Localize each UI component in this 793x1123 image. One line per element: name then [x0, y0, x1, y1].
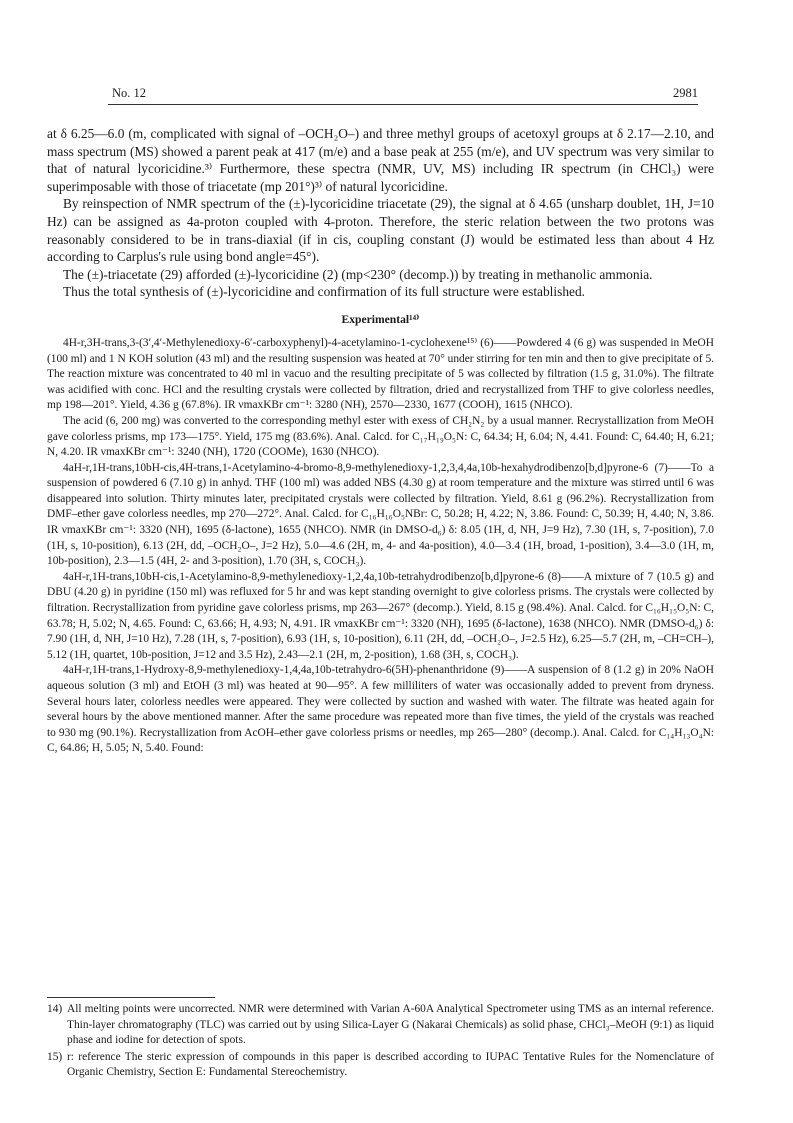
- footnote-text: All melting points were uncorrected. NMR were determined with Varian A-60A Analytical Spectrometer using TMS as an internal reference. Thin-layer chromatography (TLC) was carried out by using Silica-Layer G (Nakarai Chemicals) as solid phase, CHCl₃–MeOH (9:1) as liquid phase and iodine for detection of spots.: [67, 1003, 714, 1047]
- paragraph: Thus the total synthesis of (±)-lycoricidine and confirmation of its full structure were established.: [63, 284, 586, 300]
- footnote-number: 14): [47, 1003, 63, 1015]
- footnote-divider: [47, 997, 215, 998]
- experimental-item: 4aH-r,1H-trans,10bH-cis,4H-trans,1-Acetylamino-4-bromo-8,9-methylenedioxy-1,2,3,4,4a,10b-hexahydrodibenzo[b,d]pyrone-6 (7)——To a suspension of powdered 6 (7.10 g) in anhyd. THF (100 ml) was added NBS (4.30 g) at room temperature and the mixture was stirred until 6 was disappeared into solution. Thirty minutes later, precipitated crystals were collected by filtration. Yield, 8.61 g (96.2%). Recrystallization from DMF–ether gave colorless needles, mp 270—272°. Anal. Calcd. for C₁₆H₁₆O₅NBr: C, 50.28; H, 4.22; N, 3.86. Found: C, 50.39; H, 4.40; N, 3.86. IR νmaxKBr cm⁻¹: 3320 (NH), 1695 (δ-lactone), 1655 (NHCO). NMR (in DMSO-d₆) δ: 8.05 (1H, d, NH, J=9 Hz), 7.30 (1H, s, 7-position), 7.0 (1H, s, 10-position), 6.13 (2H, dd, –OCH₂O–, J=2 Hz), 5.0—4.6 (2H, m, 4- and 4a-position), 4.0—3.4 (1H, broad, 1-position), 3.4—3.0 (1H, m, 10b-position), 2.3—1.5 (4H, 2- and 3-position), 1.70 (3H, s, COCH₃).: [47, 461, 714, 568]
- experimental-section: [47, 336, 714, 757]
- section-heading: Experimental¹⁴⁾: [341, 312, 420, 326]
- footnote-text: r: reference The steric expression of compounds in this paper is described according to IUPAC Tentative Rules for the Nomenclature of Organic Chemistry, Section E: Fundamental Stereochemistry.: [67, 1050, 714, 1079]
- experimental-item: 4aH-r,1H-trans,1-Hydroxy-8,9-methylenedioxy-1,4,4a,10b-tetrahydro-6(5H)-phenanthridone (9)——A suspension of 8 (1.2 g) in 20% NaOH aqueous solution (3 ml) and EtOH (3 ml) was heated at 90—95°. A few milliliters of water was occasionally added to prevent from dryness. Several hours later, colorless needles were appeared. They were collected by suction and washed with water. The filtrate was heated again for several hours by the above mentioned manner. After the same procedure was repeated more than five times, the yield of the crystals was reached to 930 mg (90.1%). Recrystallization from AcOH–ether gave colorless prisms or needles, mp 265—280° (decomp.). Anal. Calcd. for C₁₄H₁₃O₄N: C, 64.86; H, 5.05; N, 5.40. Found:: [47, 664, 714, 755]
- experimental-item: The acid (6, 200 mg) was converted to the corresponding methyl ester with exess of CH₂N₂ by a usual manner. Recrystallization from MeOH gave colorless prisms, mp 173—175°. Yield, 175 mg (83.6%). Anal. Calcd. for C₁₇H₁₉O₅N: C, 64.34; H, 6.04; N, 4.41. Found: C, 64.40; H, 6.21; N, 4.20. IR νmaxKBr cm⁻¹: 3240 (NH), 1720 (COOMe), 1630 (NHCO).: [47, 414, 714, 459]
- paragraph: The (±)-triacetate (29) afforded (±)-lycoricidine (2) (mp<230° (decomp.)) by treating in methanolic ammonia.: [63, 266, 653, 282]
- experimental-item: 4H-r,3H-trans,3-(3′,4′-Methylenedioxy-6′-carboxyphenyl)-4-acetylamino-1-cyclohexene¹⁵⁾ (6)——Powdered 4 (6 g) was suspended in MeOH (100 ml) and 1 N KOH solution (43 ml) and the resulting suspension was heated at 70° under stirring for ten min and then to give precipitate of 5. The reaction mixture was concentrated to 40 ml in vacuo and the resulting precipitate of 5 was collected by filtration (1.5 g, 31.0%). The filtrate was acidified with conc. HCl and the resulting crystals were collected by filtration, dried and recrystallized from THF to give colorless needles, mp 198—201°. Yield, 4.36 g (67.8%). IR νmaxKBr cm⁻¹: 3280 (NH), 2570—2330, 1677 (COOH), 1615 (NHCO).: [47, 336, 714, 412]
- main-text: [47, 125, 714, 757]
- footnotes: [47, 1002, 714, 1082]
- running-header: [108, 86, 698, 105]
- footnote-number: 15): [47, 1050, 63, 1063]
- footnote: [47, 1050, 714, 1081]
- page-number: 2981: [673, 86, 698, 100]
- experimental-item: 4aH-r,1H-trans,10bH-cis,1-Acetylamino-8,9-methylenedioxy-1,2,4a,10b-tetrahydrodibenzo[b,d]pyrone-6 (8)——A mixture of 7 (10.5 g) and DBU (4.20 g) in pyridine (150 ml) was refluxed for 5 hr and was kept standing overnight to give colorless prisms. The crystals were collected by filtration. Recrystallization from pyridine gave colorless prisms, mp 263—267° (decomp.). Yield, 8.15 g (98.4%). Anal. Calcd. for C₁₆H₁₅O₅N: C, 63.78; H, 5.02; N, 4.65. Found: C, 63.66; H, 4.93; N, 4.91. IR νmaxKBr cm⁻¹: 3320 (NH), 1695 (δ-lactone), 1638 (NHCO). NMR (DMSO-d₆) δ: 7.90 (1H, d, NH, J=10 Hz), 7.28 (1H, s, 7-position), 6.93 (1H, s, 10-position), 6.11 (2H, dd, –OCH₂O–, J=2.5 Hz), 6.25—5.7 (2H, m, –CH=CH–), 5.12 (1H, quartet, 10b-position, J=12 and 3.5 Hz), 2.43—2.1 (2H, m, 2-position), 1.68 (3H, s, COCH₃).: [47, 570, 714, 661]
- paragraph: at δ 6.25—6.0 (m, complicated with signal of –OCH₂O–) and three methyl groups of acetoxyl groups at δ 2.17—2.10, and mass spectrum (MS) showed a parent peak at 417 (m/e) and a base peak at 255 (m/e), and UV spectrum was very similar to that of natural lycoricidine.³⁾ Furthermore, these spectra (NMR, UV, MS) including IR spectrum (in CHCl₃) were superimposable with those of triacetate (mp 201°)³⁾ of natural lycoricidine.: [47, 126, 714, 194]
- journal-issue: No. 12: [112, 86, 147, 100]
- paragraph: By reinspection of NMR spectrum of the (±)-lycoricidine triacetate (29), the signal at δ 4.65 (unsharp doublet, 1H, J=10 Hz) can be assigned as 4a-proton coupled with 4-proton. Therefore, the steric relation between the two protons was reasonably considered to be in trans-diaxial (if in cis, coupling constant (J) would be estimated less than about 4 Hz according to Carplus's rule using bond angle=45°).: [47, 196, 714, 265]
- footnote: [47, 1002, 714, 1049]
